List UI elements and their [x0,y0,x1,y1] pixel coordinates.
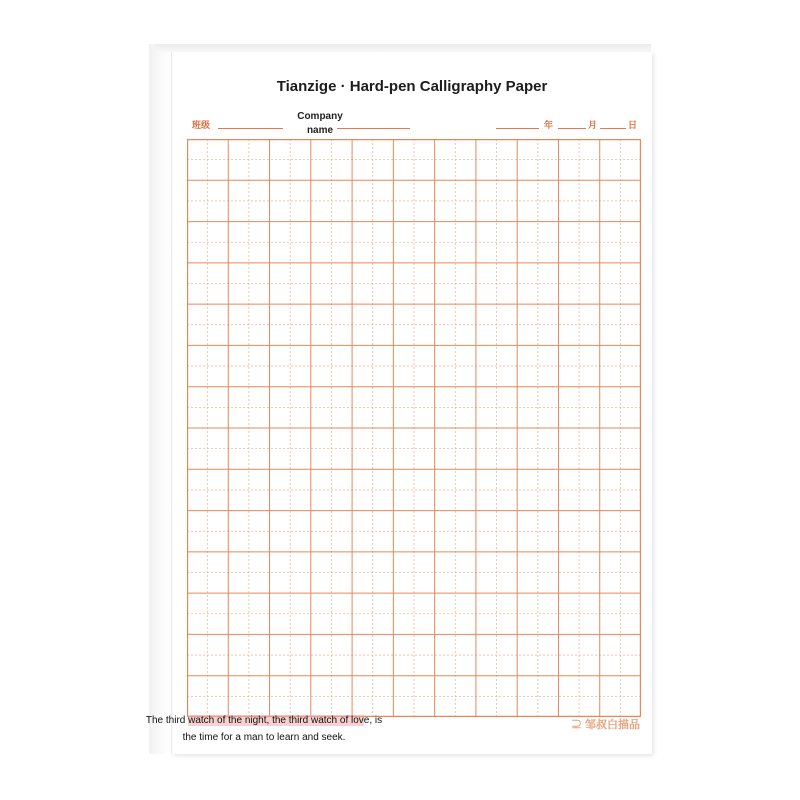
year-line [496,128,539,129]
caption-part2: e, is the time for a man to learn and seek. [182,715,383,743]
day-line [600,128,626,129]
brand-watermark [571,716,640,732]
caption-part1: The third [145,715,189,726]
company-name-label: Company name [297,111,343,136]
brand-logo-icon: ⊇ [570,719,582,731]
pad-stack-top [155,44,651,52]
brand-watermark-text: 邹叔白描品 [585,719,640,731]
caption-text [138,712,390,746]
month-label: 月 [588,120,598,130]
calligraphy-pad [172,52,652,754]
month-line [558,128,586,129]
tianzige-grid-svg [187,139,641,717]
pad-title: Tianzige · Hard-pen Calligraphy Paper [276,78,548,95]
class-label: 班级 [192,120,211,130]
year-label: 年 [544,120,554,130]
tianzige-grid [187,139,641,717]
day-label: 日 [628,120,638,130]
caption-highlight: watch of the night, the third watch of lov [188,715,364,726]
company-name-line [337,128,410,129]
pad-stack-edge [149,44,173,754]
class-line [218,128,283,129]
